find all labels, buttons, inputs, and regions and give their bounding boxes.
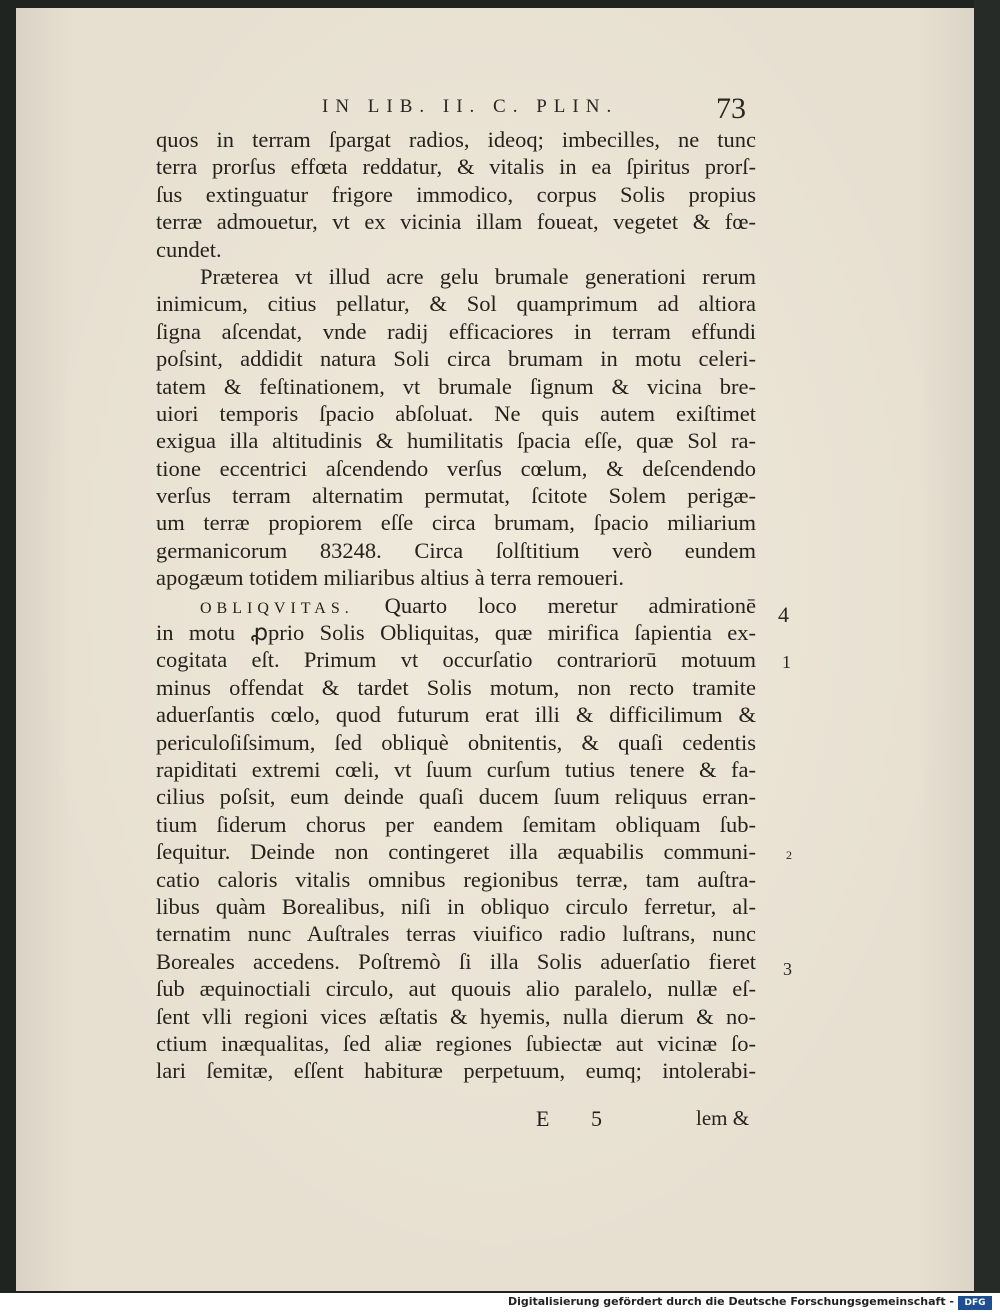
text-line: quos in terram ſpargat radios, ideoq; imbecilles, ne tunc — [156, 127, 756, 152]
margin-note: 3 — [783, 959, 792, 979]
section-line — [156, 592, 756, 619]
text-line: verſus terram alternatim permutat, ſcitote Solem perigæ- — [156, 483, 756, 509]
text-line: ſigna aſcendat, vnde radij efficaciores in terram effundi — [156, 318, 756, 344]
text-line: periculoſiſsimum, ſed obliquè obnitentis, & quaſi cedentis — [156, 729, 756, 755]
text-line: cilius poſsit, eum deinde quaſi ducem ſuum reliquus erran- — [156, 784, 756, 810]
text-line: inimicum, citius pellatur, & Sol quamprimum ad altiora — [156, 291, 756, 317]
text-line: lari ſemitæ, eſſent habituræ perpetuum, eumq; intolerabi- — [156, 1058, 756, 1084]
scan-border-strip — [974, 0, 1000, 1293]
text-line: uiori temporis ſpacio abſoluat. Ne quis autem exiſtimet — [156, 400, 756, 426]
text-line: in motu ꝓprio Solis Obliquitas, quæ mirifica ſapientia ex- — [156, 620, 756, 646]
margin-note: 4 — [778, 602, 789, 627]
book-page — [16, 8, 974, 1291]
section-line-rest: Quarto loco meretur admirationē — [384, 592, 757, 618]
text-line: ſub æquinoctiali circulo, aut quouis alio paralelo, nullæ eſ- — [156, 976, 756, 1002]
text-line: exigua illa altitudinis & humilitatis ſpacia eſſe, quæ Sol ra- — [156, 428, 756, 454]
text-line: ſequitur. Deinde non contingeret illa æquabilis communi- — [156, 839, 756, 865]
text-line: rapiditati extremi cœli, vt ſuum curſum tutius tenere & fa- — [156, 756, 756, 782]
running-head: IN LIB. II. C. PLIN. — [322, 96, 619, 117]
page-number: 73 — [716, 92, 746, 125]
text-line: tium ſiderum chorus per eandem ſemitam obliquam ſub- — [156, 811, 756, 837]
text-line: tione eccentrici aſcendendo verſus cœlum, & deſcendendo — [156, 455, 756, 481]
text-line: libus quàm Borealibus, niſi in obliquo circulo ferretur, al- — [156, 893, 756, 919]
text-line: Præterea vt illud acre gelu brumale generationi rerum — [200, 263, 756, 289]
text-line: ctium inæqualitas, ſed aliæ regiones ſubiectæ aut vicinæ ſo- — [156, 1030, 756, 1056]
body-text — [156, 126, 756, 1085]
text-line: Boreales accedens. Poſtremò ſi illa Solis aduerſatio fieret — [156, 948, 756, 974]
margin-note: 2 — [786, 848, 792, 862]
text-line: poſsint, addidit natura Soli circa brumam in motu celeri- — [156, 346, 756, 372]
text-line: germanicorum 83248. Circa ſolſtitium verò eundem — [156, 537, 756, 563]
text-line: terræ admouetur, vt ex vicinia illam foueat, vegetet & fœ- — [156, 209, 756, 235]
text-line: um terræ propiorem eſſe circa brumam, ſpacio miliarium — [156, 510, 756, 536]
text-line: tatem & feſtinationem, vt brumale ſignum & vicina bre- — [156, 373, 756, 399]
text-line: terra prorſus effœta reddatur, & vitalis in ea ſpiritus prorſ- — [156, 154, 756, 180]
text-line: ſus extinguatur frigore immodico, corpus Solis propius — [156, 181, 756, 207]
text-line: apogæum totidem miliaribus altius à terra remoueri. — [156, 565, 625, 591]
section-heading: OBLIQVITAS. — [200, 599, 354, 617]
text-line: minus offendat & tardet Solis motum, non recto tramite — [156, 674, 756, 700]
text-line: catio caloris vitalis omnibus regionibus terræ, tam auſtra- — [156, 866, 756, 892]
catchword: lem & — [696, 1106, 750, 1130]
text-line: ternatim nunc Auſtrales terras viuifico radio luſtrans, nunc — [156, 921, 756, 947]
text-line: aduerſantis cœlo, quod futurum erat illi & difficilimum & — [156, 702, 756, 728]
dfg-logo-icon: DFG — [958, 1296, 992, 1310]
credit-text: Digitalisierung gefördert durch die Deutsche Forschungsgemeinschaft - — [507, 1295, 954, 1308]
text-line: ſent vlli regioni vices æſtatis & hyemis, nulla dierum & no- — [156, 1003, 756, 1029]
text-line: cundet. — [156, 236, 222, 262]
credit-bar — [0, 1293, 1000, 1313]
margin-note: 1 — [782, 652, 791, 672]
text-line: cogitata eſt. Primum vt occurſatio contrariorū motuum — [156, 647, 756, 673]
signature-mark: E 5 — [536, 1106, 620, 1131]
